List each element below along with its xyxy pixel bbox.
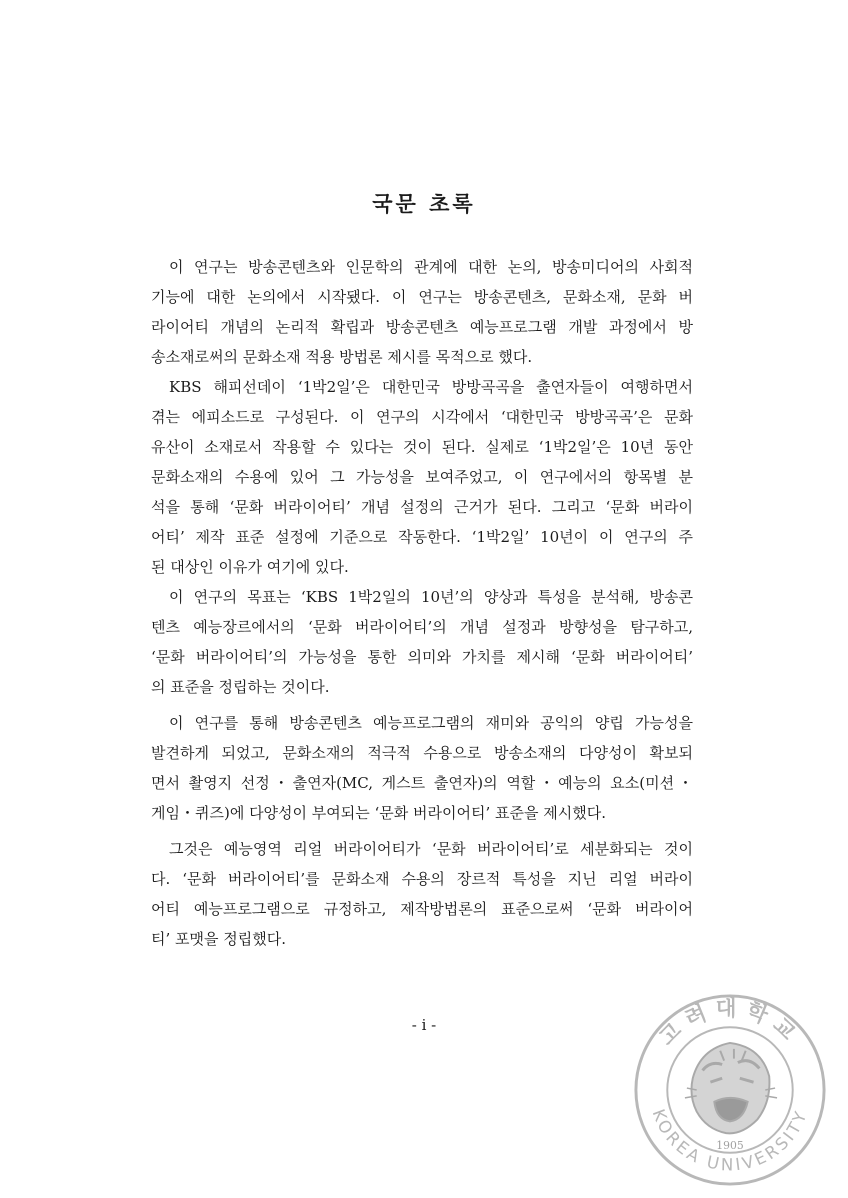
text-line: KBS 해피선데이 ‘1박2일’은 대한민국 방방곡곡을 출연자들이 여행하면서 bbox=[169, 378, 693, 396]
text-line: 이 연구를 통해 방송콘텐츠 예능프로그램의 재미와 공익의 양립 가능성을 bbox=[169, 714, 693, 732]
text-line: 그것은 예능영역 리얼 버라이어티가 ‘문화 버라이어티’로 세분화되는 것이 bbox=[169, 840, 693, 858]
page-title: 국문 초록 bbox=[372, 192, 476, 216]
text-line: 어티 예능프로그램으로 규정하고, 제작방법론의 표준으로써 ‘문화 버라이어 bbox=[151, 900, 693, 918]
korea-university-seal bbox=[632, 992, 828, 1188]
text-line: 된 대상인 이유가 여기에 있다. bbox=[151, 558, 349, 576]
text-line: 석을 통해 ‘문화 버라이어티’ 개념 설정의 근거가 된다. 그리고 ‘문화 버라이 bbox=[151, 498, 693, 516]
seal-text-bottom: KOREA UNIVERSITY bbox=[648, 1106, 812, 1175]
text-line: 겪는 에피소드로 구성된다. 이 연구의 시각에서 ‘대한민국 방방곡곡’은 문화 bbox=[151, 408, 693, 426]
text-line: 티’ 포맷을 정립했다. bbox=[151, 930, 286, 948]
text-line: 게임・퀴즈)에 다양성이 부여되는 ‘문화 버라이어티’ 표준을 제시했다. bbox=[151, 804, 606, 822]
text-line: 이 연구의 목표는 ‘KBS 1박2일의 10년’의 양상과 특성을 분석해, 방송콘 bbox=[169, 588, 693, 606]
text-line: 어티’ 제작 표준 설정에 기준으로 작동한다. ‘1박2일’ 10년이 이 연구의 주 bbox=[151, 528, 693, 546]
text-line: 이 연구는 방송콘텐츠와 인문학의 관계에 대한 논의, 방송미디어의 사회적 bbox=[169, 258, 693, 276]
text-line: 다. ‘문화 버라이어티’를 문화소재 수용의 장르적 특성을 지닌 리얼 버라이 bbox=[151, 870, 693, 888]
text-line: 의 표준을 정립하는 것이다. bbox=[151, 678, 330, 696]
text-line: 라이어티 개념의 논리적 확립과 방송콘텐츠 예능프로그램 개발 과정에서 방 bbox=[151, 318, 693, 336]
seal-year: 1905 bbox=[716, 1138, 744, 1152]
page-number: - i - bbox=[411, 1016, 437, 1034]
seal-text-top: 고려대학교 bbox=[654, 996, 806, 1051]
text-line: 문화소재의 수용에 있어 그 가능성을 보여주었고, 이 연구에서의 항목별 분 bbox=[151, 468, 693, 486]
text-line: 텐츠 예능장르에서의 ‘문화 버라이어티’의 개념 설정과 방향성을 탐구하고, bbox=[151, 618, 693, 636]
text-line: 면서 촬영지 선정・출연자(MC, 게스트 출연자)의 역할・예능의 요소(미션・ bbox=[151, 774, 693, 792]
text-line: 유산이 소재로서 작용할 수 있다는 것이 된다. 실제로 ‘1박2일’은 10년 동안 bbox=[151, 438, 693, 456]
text-line: 송소재로써의 문화소재 적용 방법론 제시를 목적으로 했다. bbox=[151, 348, 533, 366]
text-line: 기능에 대한 논의에서 시작됐다. 이 연구는 방송콘텐츠, 문화소재, 문화 버 bbox=[151, 288, 693, 306]
text-line: ‘문화 버라이어티’의 가능성을 통한 의미와 가치를 제시해 ‘문화 버라이어티’ bbox=[151, 648, 693, 666]
text-line: 발견하게 되었고, 문화소재의 적극적 수용으로 방송소재의 다양성이 확보되 bbox=[151, 744, 693, 762]
tiger-emblem-icon bbox=[685, 1043, 777, 1133]
